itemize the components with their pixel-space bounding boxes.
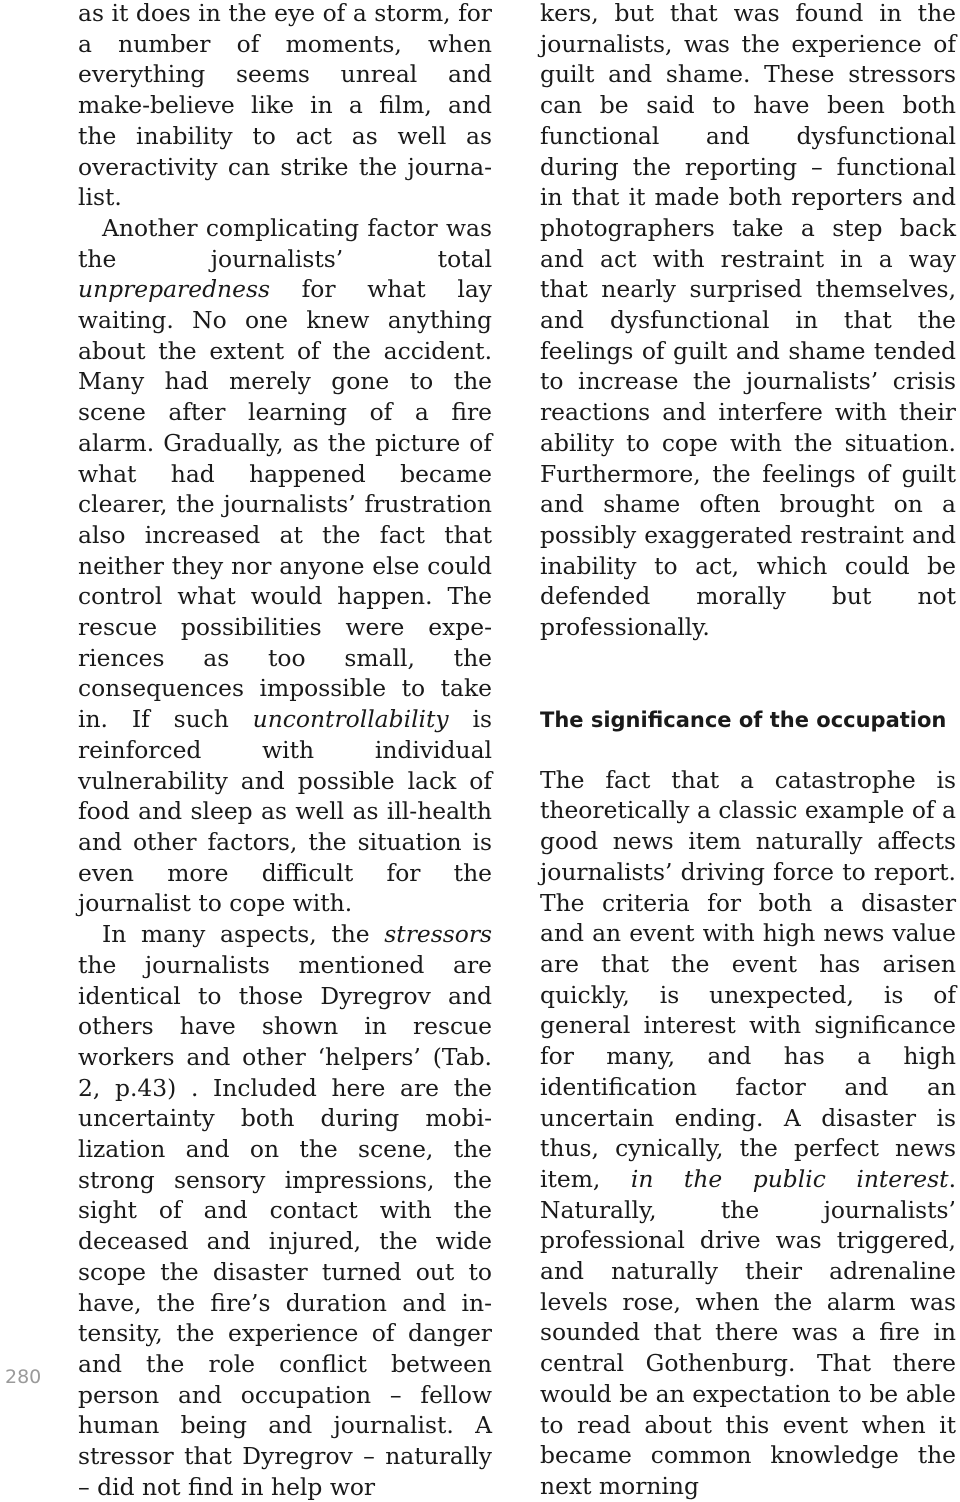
emphasis-uncontrollability: uncontrollability [252,705,449,734]
paragraph-text: the journalists mentioned are identical to those Dyregrov and others have shown in rescue workers and other ‘helpers’ (Tab. 2, p.43) . Included here are the uncertainty both during mobilization and on the scene, the strong sensory impressions, the sight of and contact with the deceased and injured, the wide scope the disaster turned out to have, the fire’s duration and intensity, the experience of danger and the role conflict between person and occupation – fellow human being and journalist. A stressor that Dyregrov – naturally – did not find in help wor [78,950,492,1501]
paragraph-text: as it does in the eye of a storm, for a number of moments, when everything seems unreal and make-believe like in a film, and the inability to act as well as overactivity can strike the journalist. [78,0,492,212]
right-text-column [540,0,956,1502]
page-number: 280 [5,1366,42,1388]
paragraph-text: for what lay waiting. No one knew anything about the extent of the accident. Many had merely gone to the scene after learning of a fire alarm. Gradually, as the picture of what had happened became clearer, the journalists’ frustration also increased at the fact that neither they nor anyone else could control what would happen. The rescue possibilities were experiences as too small, the consequences impossible to take in. If such [78,275,492,734]
emphasis-public-interest: in the public interest [630,1164,949,1193]
paragraph-guilt-shame [540,0,956,643]
paragraph-text: kers, but that was found in the journalists, was the experience of guilt and shame. These stressors can be said to have been both functional and dysfunctional during the reporting – functional in that it made both reporters and photographers take a step back and act with restraint in a way that nearly surprised themselves, and dysfunctional in that the feelings of guilt and shame tended to increase the journalists’ crisis reactions and interfere with their ability to cope with the situation. Furthermore, the feelings of guilt and shame often brought on a possibly exaggerated restraint and inability to act, which could be defended morally but not professionally. [540,0,956,642]
paragraph-unpreparedness [78,213,492,919]
paragraph-text: In many aspects, the [102,920,385,949]
emphasis-stressors: stressors [384,920,492,949]
section-heading: The significance of the occupation [540,707,947,732]
paragraph-text: The fact that a catastrophe is theoretically a classic example of a good news item naturally affects journalists’ driving force to report. The criteria for both a disaster and an event with high news value are that the event has arisen quickly, is unexpected, is of general interest with significance for many, and has a high identification factor and an uncertain ending. A disaster is thus, cynically, the perfect news item, [540,765,956,1193]
paragraph-storm [78,0,492,213]
paragraph-text: is reinforced with individual vulnerability and possible lack of food and sleep as well as ill-health and other factors, the situation is even more difficult for the journalist to cope with. [78,705,492,918]
left-text-column [78,0,492,1502]
paragraph-text: . Naturally, the journalists’ professional drive was triggered, and naturally their adrenaline levels rose, when the alarm was sounded that there was a fire in central Gothenburg. That there would be an expectation to be able to read about this event when it became common knowledge the next morning [540,1164,956,1500]
paragraph-text: Another complicating factor was the journalists’ total [78,213,492,273]
paragraph-stressors [78,919,492,1502]
paragraph-catastrophe-news [540,765,956,1502]
emphasis-unpreparedness: unpreparedness [78,275,270,304]
